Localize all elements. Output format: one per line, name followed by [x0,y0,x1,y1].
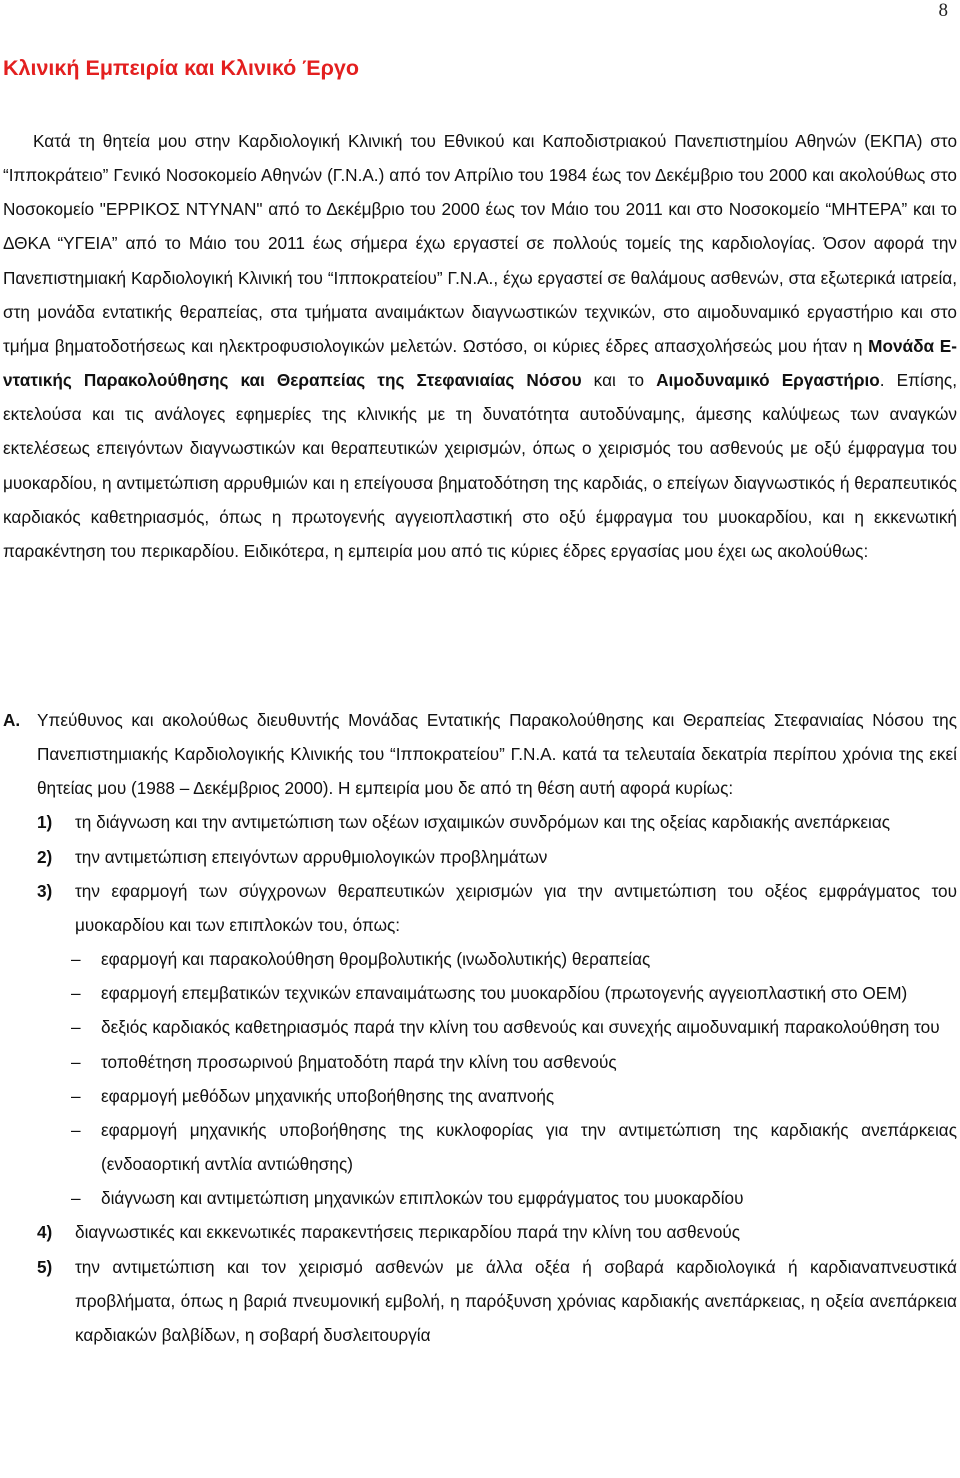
sub-list-item [71,1045,957,1079]
sub-list-item [71,1113,957,1181]
section-a-body [37,703,957,1352]
sub-list-item-text: δεξιός καρδιακός καθετηριασμός παρά την κλίνη του ασθενούς και συνεχής αιμοδυναμική παρακολούθηση του [101,1017,940,1038]
intro-text-2: και το [581,370,657,391]
section-heading: Κλινική Εμπειρία και Κλινικό Έργο [3,56,360,80]
intro-text-3: . Επίσης, εκτελούσα και τις ανάλογες εφημερίες της κλινικής με τη δυνατότητα αυτοδύναμης, άμεσης καλύψεως των αναγκών εκτελέσεως επειγόντων διαγνωστικών και θεραπευτικών χειρισμών, όπως ο χειρισμός του ασθενούς με οξύ έμφραγμα του μυοκαρδίου, η αντιμετώπιση αρρυθμιών και η επείγουσα βηματοδότηση της καρδιάς, ο επείγων διαγνωστικός ή θεραπευτικός καρδιακός καθετηριασμός, όπως η πρωτογενής αγγειοπλαστική στο οξύ έμφραγμα του μυοκαρδίου, και η εκκενωτική παρακέντηση του περικαρδίου. Ειδικότερα, η εμπειρία μου από τις κύριες έδρες εργασίας μου έχει ως ακολούθως: [3,370,957,561]
list-item [37,874,957,1216]
sub-list-item-text: εφαρμογή μηχανικής υποβοήθησης της κυκλοφορίας για την αντιμετώπιση της καρδιακής ανεπάρκειας (ενδοαορτική αντλία αντιώθησης) [101,1119,957,1175]
intro-bold-unit: Μονάδα Εντατικής Παρακολούθησης και Θεραπείας της Στεφανιαίας Νόσου [3,335,957,391]
sub-list-item [71,942,957,976]
sub-list-item-text: εφαρμογή και παρακολούθηση θρομβολυτικής (ινωδολυτικής) θεραπείας [101,949,651,970]
dash-bullet: – [71,1085,81,1106]
list-item-number: 1) [37,812,53,833]
dash-bullet: – [71,949,81,970]
list-item-number: 5) [37,1256,53,1277]
numbered-list [37,805,957,1352]
list-item-number: 2) [37,846,53,867]
page-number: 8 [938,0,948,21]
sub-list-item [71,976,957,1010]
sub-list-item-text: διάγνωση και αντιμετώπιση μηχανικών επιπλοκών του εμφράγματος του μυοκαρδίου [101,1188,744,1209]
list-item-text: την αντιμετώπιση επειγόντων αρρυθμιολογικών προβλημάτων [75,846,548,867]
list-item-text: την εφαρμογή των σύγχρονων θεραπευτικών χειρισμών για την αντιμετώπιση του οξέος εμφράγματος του μυοκαρδίου και των επιπλοκών του, όπως: [75,880,957,935]
section-a-text: Υπεύθυνος και ακολούθως διευθυντής Μονάδας Εντατικής Παρακολούθησης και Θεραπείας Στεφανιαίας Νόσου της Πανεπιστημιακής Καρδιολογικής Κλινικής του “Ιπποκρατείου” Γ.Ν.Α. κατά τα τελευταία δεκατρία περίπου χρόνια της εκεί θητείας μου (1988 – Δεκέμβριος 2000). Η εμπειρία μου δε από τη θέση αυτή αφορά κυρίως: [37,710,957,799]
dash-bullet: – [71,1051,81,1072]
sub-list-item-text: εφαρμογή επεμβατικών τεχνικών επαναιμάτωσης του μυοκαρδίου (πρωτογενής αγγειοπλαστική στο ΟΕΜ) [101,983,908,1004]
sub-list-item-text: εφαρμογή μεθόδων μηχανικής υποβοήθησης της αναπνοής [101,1085,555,1106]
dash-list [71,942,957,1215]
sub-list-item [71,1079,957,1113]
sub-list-item-text: τοποθέτηση προσωρινού βηματοδότη παρά την κλίνη του ασθενούς [101,1051,617,1072]
intro-paragraph [3,124,957,568]
list-item-text: τη διάγνωση και την αντιμετώπιση των οξέων ισχαιμικών συνδρόμων και της οξείας καρδιακής ανεπάρκειας [75,812,891,833]
list-item [37,1215,957,1249]
dash-bullet: – [71,1188,81,1209]
list-item [37,840,957,874]
intro-text-1: Κατά τη θητεία μου στην Καρδιολογική Κλινική του Εθνικού και Καποδιστριακού Πανεπιστημίου Αθηνών (ΕΚΠΑ) στο “Ιπποκράτειο” Γενικό Νοσοκομείο Αθηνών (Γ.Ν.Α.) από τον Απρίλιο του 1984 έως τον Δεκέμβριο του 2000 και ακολούθως στο Νοσοκομείο "ΕΡΡΙΚΟΣ ΝΤΥΝΑΝ" από το Δεκέμβριο του 2000 έως τον Μάιο του 2011 και στο Νοσοκομείο “ΜΗΤΕΡΑ” και το ΔΘΚΑ “ΥΓΕΙΑ” από το Μάιο του 2011 έως σήμερα έχω εργαστεί σε πολλούς τομείς της καρδιολογίας. Όσον αφορά την Πανεπιστημιακή Καρδιολογική Κλινική του “Ιπποκρατείου” Γ.Ν.Α., έχω εργαστεί σε θαλάμους ασθενών, στα εξωτερικά ιατρεία, στη μονάδα εντατικής θεραπείας, στα τμήματα αναιμάκτων διαγνωστικών τεχνικών, στο αιμοδυναμικό εργαστήριο και στο τμήμα βηματοδοτήσεως και ηλεκτροφυσιολογικών μελετών. Ωστόσο, οι κύριες έδρες απασχολήσεώς μου ήταν η [3,131,957,356]
list-item-text: διαγνωστικές και εκκενωτικές παρακεντήσεις περικαρδίου παρά την κλίνη του ασθενούς [75,1222,741,1243]
section-a [3,703,957,1352]
sub-list-item [71,1181,957,1215]
dash-bullet: – [71,1017,81,1038]
list-item-number: 4) [37,1222,53,1243]
list-item-text: την αντιμετώπιση και τον χειρισμό ασθενών με άλλα οξέα ή σοβαρά καρδιολογικά ή καρδιαναπνευστικά προβλήματα, όπως η βαριά πνευμονική εμβολή, η παρόξυνση χρόνιας καρδιακής ανεπάρκειας, η οξεία ανεπάρκεια καρδιακών βαλβίδων, η σοβαρή δυσλειτουργία [75,1256,957,1345]
list-item [37,805,957,839]
list-item-number: 3) [37,880,53,901]
intro-bold-lab: Αιμοδυναμικό Εργαστήριο [656,370,880,391]
sub-list-item [71,1010,957,1044]
list-item [37,1250,957,1352]
section-a-letter: A. [3,710,21,730]
dash-bullet: – [71,1119,81,1140]
dash-bullet: – [71,983,81,1004]
